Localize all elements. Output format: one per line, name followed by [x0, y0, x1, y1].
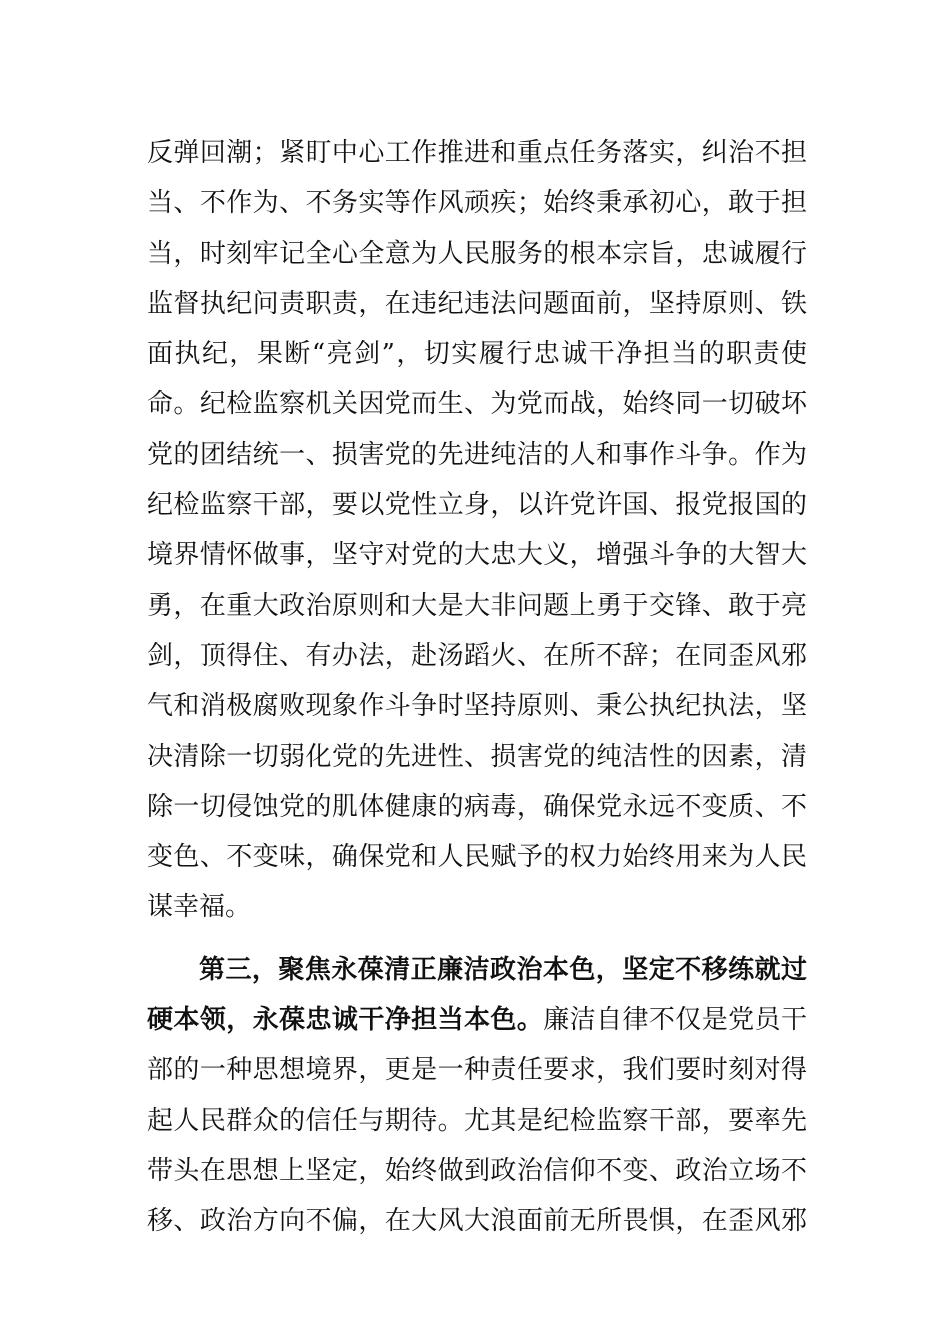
text-line: 党的团结统一、损害党的先进纯洁的人和事作斗争。作为 — [147, 439, 807, 470]
text-line: 起人民群众的信任与期待。尤其是纪检监察干部，要率先 — [147, 1105, 807, 1136]
text-line: 境界情怀做事，坚守对党的大忠大义，增强斗争的大智大 — [147, 540, 807, 571]
section-heading-line: 第三，聚焦永葆清正廉洁政治本色，坚定不移练就过 — [199, 954, 807, 985]
document-body — [147, 133, 807, 1252]
text-line: 剑，顶得住、有办法，赴汤蹈火、在所不辞；在同歪风邪 — [147, 640, 807, 671]
text-line: 气和消极腐败现象作斗争时坚持原则、秉公执纪执法，坚 — [147, 691, 807, 722]
text-line: 命。纪检监察机关因党而生、为党而战，始终同一切破坏 — [147, 389, 807, 420]
text-line: 纪检监察干部，要以党性立身，以许党许国、报党报国的 — [147, 490, 807, 521]
paragraph-text: 廉洁自律不仅是党员干 — [543, 1005, 807, 1036]
text-line: 面执纪，果断“亮剑”，切实履行忠诚干净担当的职责使 — [147, 339, 807, 370]
text-line: 移、政治方向不偏，在大风大浪面前无所畏惧，在歪风邪 — [147, 1206, 807, 1237]
text-line: 决清除一切弱化党的先进性、损害党的纯洁性的因素，清 — [147, 741, 807, 772]
text-line: 当、不作为、不务实等作风顽疾；始终秉承初心，敢于担 — [147, 188, 807, 219]
paragraph-continued — [147, 133, 807, 938]
text-line: 谋幸福。 — [147, 892, 252, 923]
text-line: 带头在思想上坚定，始终做到政治信仰不变、政治立场不 — [147, 1155, 807, 1186]
paragraph-gap — [147, 938, 807, 950]
text-line: 部的一种思想境界，更是一种责任要求，我们要时刻对得 — [147, 1055, 807, 1086]
text-line: 监督执纪问责职责，在违纪违法问题面前，坚持原则、铁 — [147, 288, 807, 319]
text-line: 当，时刻牢记全心全意为人民服务的根本宗旨，忠诚履行 — [147, 238, 807, 269]
text-line: 除一切侵蚀党的肌体健康的病毒，确保党永远不变质、不 — [147, 791, 807, 822]
section-heading-end: 硬本领，永葆忠诚干净担当本色。 — [147, 1005, 544, 1036]
mixed-line — [147, 1000, 807, 1050]
text-line: 勇，在重大政治原则和大是大非问题上勇于交锋、敢于亮 — [147, 590, 807, 621]
text-line: 变色、不变味，确保党和人民赋予的权力始终用来为人民 — [147, 842, 807, 873]
paragraph-third — [147, 950, 807, 1252]
text-line: 反弹回潮；紧盯中心工作推进和重点任务落实，纠治不担 — [147, 138, 807, 168]
